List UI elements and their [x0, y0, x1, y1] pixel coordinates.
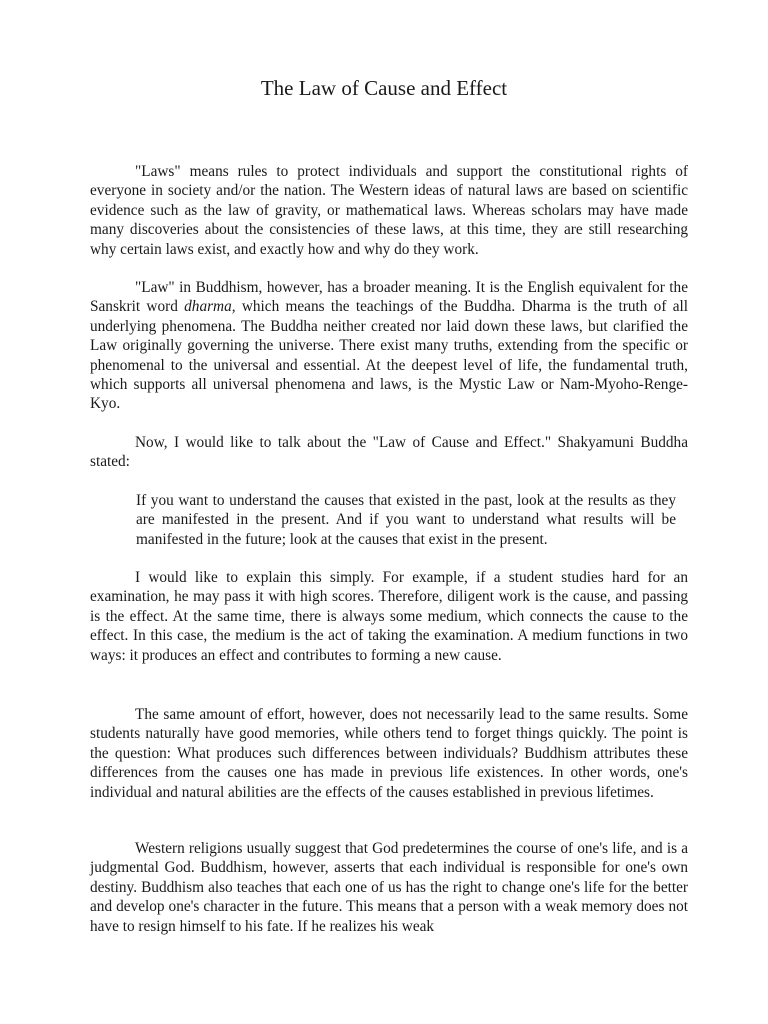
document-title: The Law of Cause and Effect	[260, 76, 508, 100]
block-quote: If you want to understand the causes that existed in the past, look at the results as they are manifested in the present. And if you want to understand what results will be manifested in the future; look at the causes that exist in the present.	[136, 492, 676, 548]
paragraph-western-religions: Western religions usually suggest that God predetermines the course of one's life, and is a judgmental God. Buddhism, however, asserts that each individual is responsible for one's own destiny. Buddhism also teaches that each one of us has the right to change one's life for the better and develop one's character in the future. This means that a person with a weak memory does not have to resign himself to his fate. If he realizes his weak	[90, 840, 688, 935]
paragraph-law-in-buddhism	[90, 278, 688, 414]
paragraph-laws-definition: "Laws" means rules to protect individuals and support the constitutional rights of everyone in society and/or the nation. The Western ideas of natural laws are based on scientific evidence such as the law of gravity, or mathematical laws. Whereas scholars may have made many discoveries about the consistencies of these laws, at this time, they are still researching why certain laws exist, and exactly how and why do they work.	[90, 163, 688, 258]
italic-term: dharma,	[184, 298, 236, 316]
paragraph-same-effort: The same amount of effort, however, does not necessarily lead to the same results. Some students naturally have good memories, while others tend to forget things quickly. The point is the question: What produces such differences between individuals? Buddhism attributes these differences from the causes one has made in previous life existences. In other words, one's individual and natural abilities are the effects of the causes established in previous lifetimes.	[90, 706, 688, 801]
paragraph-intro-quote: Now, I would like to talk about the "Law of Cause and Effect." Shakyamuni Buddha stated:	[90, 434, 688, 471]
paragraph-text: "Law" in Buddhism, however, has a broader meaning. It is the English equivalent for the Sanskrit word	[90, 279, 688, 316]
paragraph-text: which means the teachings of the Buddha. Dharma is the truth of all underlying phenomena. The Buddha neither created nor laid down these laws, but clarified the Law originally governing the universe. There exist many truths, extending from the specific or phenomenal to the universal and essential. At the deepest level of life, the fundamental truth, which supports all universal phenomena and laws, is the Mystic Law or Nam-Myoho-Renge-Kyo.	[90, 298, 688, 413]
paragraph-example: I would like to explain this simply. For example, if a student studies hard for an examination, he may pass it with high scores. Therefore, diligent work is the cause, and passing is the effect. At the same time, there is always some medium, which connects the cause to the effect. In this case, the medium is the act of taking the examination. A medium functions in two ways: it produces an effect and contributes to forming a new cause.	[90, 569, 688, 664]
